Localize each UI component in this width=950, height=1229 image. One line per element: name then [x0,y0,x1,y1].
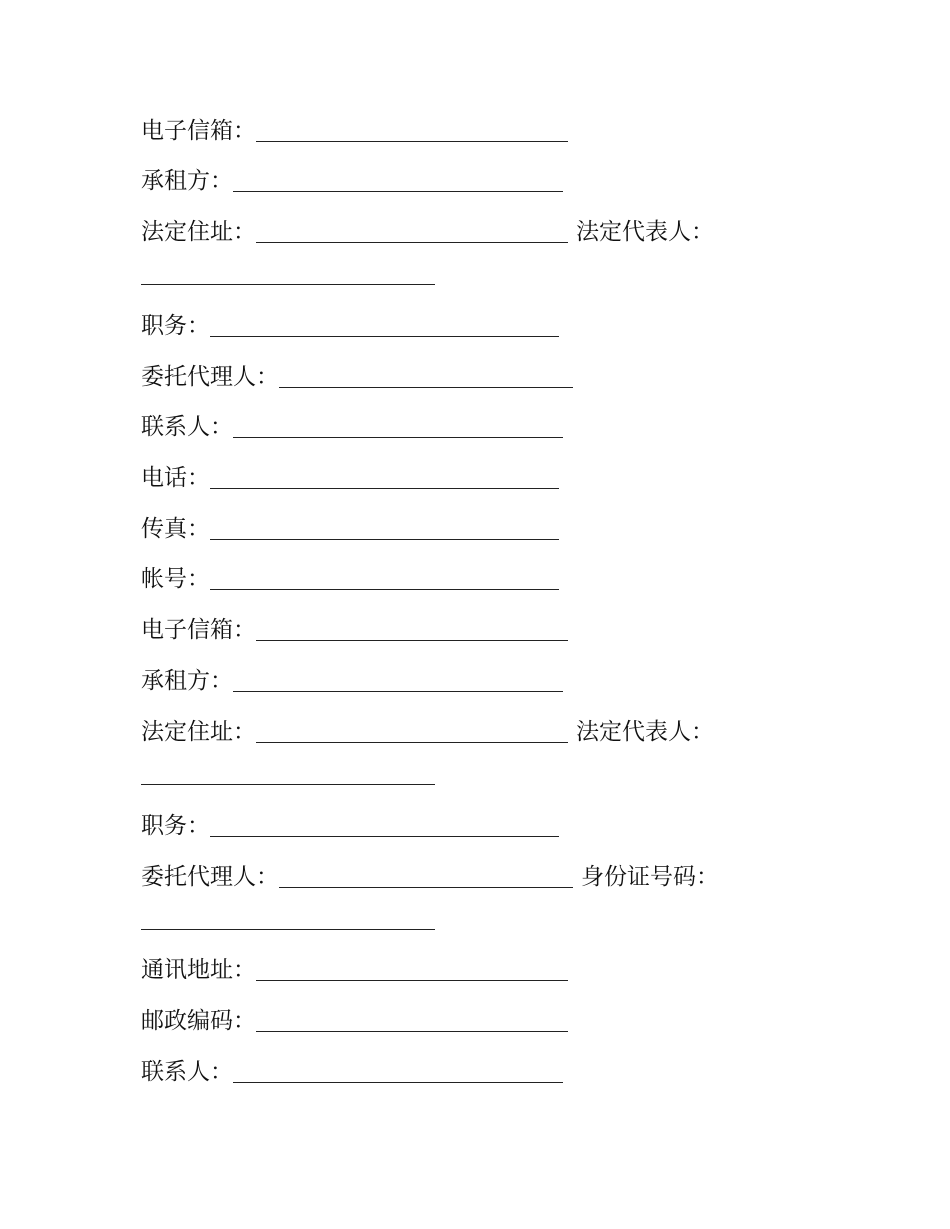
id-number-blank[interactable] [141,905,435,930]
legal-address-blank-2[interactable] [256,718,568,743]
lessee-blank-2[interactable] [233,667,563,692]
lessee-label: 承租方： [141,168,233,194]
email-label-2: 电子信箱： [141,617,256,643]
lessee-field-row [141,160,563,196]
fax-blank[interactable] [210,515,559,540]
contact-person-label: 联系人： [141,414,233,440]
contact-person-row [141,406,563,442]
fax-field-row [141,508,559,544]
legal-representative-label: 法定代表人： [576,219,714,245]
authorized-agent-blank-2[interactable] [279,863,573,888]
authorized-agent-row-2 [141,856,719,892]
legal-address-blank[interactable] [256,218,568,243]
contact-person-blank-2[interactable] [233,1058,563,1083]
phone-label: 电话： [141,465,210,491]
legal-representative-blank[interactable] [141,260,435,285]
legal-representative-label-2: 法定代表人： [576,719,714,745]
account-blank[interactable] [210,565,559,590]
lessee-label-2: 承租方： [141,668,233,694]
phone-field-row [141,457,559,493]
authorized-agent-label-2: 委托代理人： [141,864,279,890]
legal-address-row [141,211,714,247]
email-blank[interactable] [256,117,568,142]
position-field-row [141,305,559,341]
postal-code-blank[interactable] [256,1007,568,1032]
fax-label: 传真： [141,516,210,542]
position-label-2: 职务： [141,813,210,839]
legal-representative-blank-2[interactable] [141,760,435,785]
legal-address-row-2 [141,711,714,747]
position-label: 职务： [141,313,210,339]
contact-person-blank[interactable] [233,413,563,438]
email-label: 电子信箱： [141,118,256,144]
phone-blank[interactable] [210,464,559,489]
email-field-row-2 [141,609,568,645]
mailing-address-row [141,949,568,985]
email-field-row [141,110,568,146]
legal-representative-continuation-2 [141,753,435,789]
contact-person-row-2 [141,1051,563,1087]
position-blank[interactable] [210,312,559,337]
lessee-field-row-2 [141,660,563,696]
legal-address-label: 法定住址： [141,219,256,245]
email-blank-2[interactable] [256,616,568,641]
lessee-blank[interactable] [233,167,563,192]
position-blank-2[interactable] [210,812,559,837]
id-number-continuation [141,898,435,934]
id-number-label: 身份证号码： [581,864,719,890]
postal-code-label: 邮政编码： [141,1008,256,1034]
authorized-agent-blank[interactable] [279,363,573,388]
account-label: 帐号： [141,566,210,592]
contact-person-label-2: 联系人： [141,1059,233,1085]
authorized-agent-label: 委托代理人： [141,364,279,390]
position-field-row-2 [141,805,559,841]
postal-code-row [141,1000,568,1036]
legal-address-label-2: 法定住址： [141,719,256,745]
mailing-address-blank[interactable] [256,956,568,981]
mailing-address-label: 通讯地址： [141,957,256,983]
legal-representative-continuation [141,253,435,289]
account-field-row [141,558,559,594]
authorized-agent-row [141,356,573,392]
